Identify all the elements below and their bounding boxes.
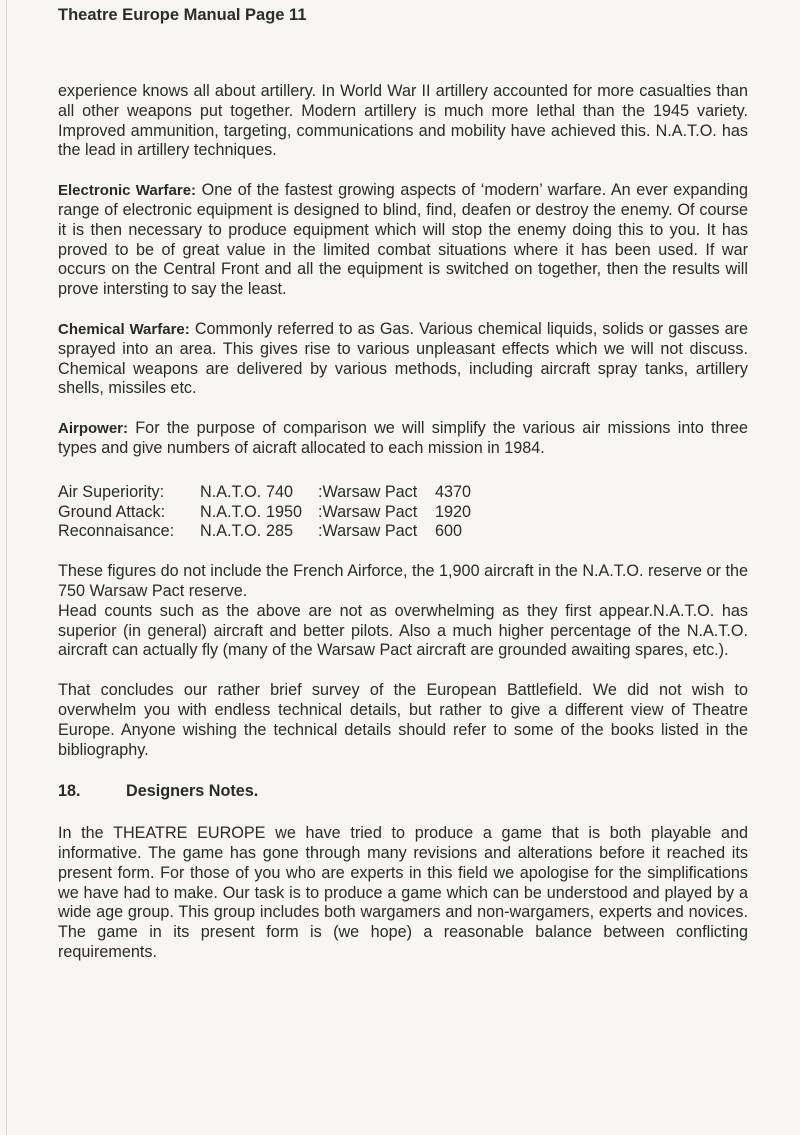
nato-count-cell: 285 xyxy=(266,522,294,541)
conclusion-paragraph: That concludes our rather brief survey of the European Battlefield. We did not wish to overwhelm you with endless technical details, but rather to give a different view of Theatre Europe. Anyone wishing the technical details should refer to some of the books listed in the bibliography. xyxy=(58,681,748,759)
chemical-warfare-label: Chemical Warfare: xyxy=(58,320,190,338)
wp-count-cell: 600 xyxy=(435,522,463,541)
table-row xyxy=(58,483,471,503)
designers-notes-paragraph: In the THEATRE EUROPE we have tried to produce a game that is both playable and informative. The game has gone through many revisions and alterations before it reached its present form. For those of you who are experts in this field we apologise for the simplifications we have had to make. Our task is to produce a game which can be understood and played by a wide age group. This group includes both wargamers and non-wargamers, experts and novices. The game in its present form is (we hope) a reasonable balance between conflicting requirements. xyxy=(58,824,748,961)
page-body xyxy=(58,82,748,963)
mission-cell: Ground Attack: xyxy=(58,502,166,521)
head-counts-paragraph: Head counts such as the above are not as overwhelming as they first appear.N.A.T.O. has superior (in general) aircraft and better pilots. Also a much higher percentage of the N.A.T.O. aircraft can actually fly (many of the Warsaw Pact aircraft are grounded awaiting spares, etc.). xyxy=(58,601,748,660)
wp-label-cell: :Warsaw Pact xyxy=(318,482,418,501)
chemical-warfare-paragraph xyxy=(58,320,748,399)
mission-cell: Air Superiority: xyxy=(58,482,165,501)
wp-label-cell: :Warsaw Pact xyxy=(318,522,418,541)
chemical-warfare-text: Commonly referred to as Gas. Various chemical liquids, solids or gasses are sprayed into an area. This gives rise to various unpleasant effects which we will not discuss. Chemical weapons are delivered by various methods, including aircraft spray tanks, artillery shells, missiles etc. xyxy=(58,319,749,398)
nato-count-cell: 1950 xyxy=(266,502,303,521)
nato-label-cell: N.A.T.O. xyxy=(200,502,262,521)
nato-label-cell: N.A.T.O. xyxy=(200,522,262,541)
airpower-paragraph xyxy=(58,419,748,459)
artillery-paragraph: experience knows all about artillery. In World War II artillery accounted for more casualties than all other weapons put together. Modern artillery is much more lethal than the 1945 variety. Improved ammunition, targeting, communications and mobility have achieved this. N.A.T.O. has the lead in artillery techniques. xyxy=(58,82,748,160)
nato-label-cell: N.A.T.O. xyxy=(200,482,262,501)
electronic-warfare-label: Electronic Warfare: xyxy=(58,182,197,200)
airpower-text: For the purpose of comparison we will simplify the various air missions into three types and give numbers of aicraft allocated to each mission in 1984. xyxy=(58,419,748,457)
wp-count-cell: 1920 xyxy=(435,502,472,521)
section-heading xyxy=(58,782,748,802)
table-row xyxy=(58,522,471,542)
figures-paragraph: These figures do not include the French Airforce, the 1,900 aircraft in the N.A.T.O. reserve or the 750 Warsaw Pact reserve. xyxy=(58,562,748,600)
aircraft-table xyxy=(58,483,471,542)
table-row xyxy=(58,503,471,523)
section-number: 18. xyxy=(58,782,81,801)
nato-count-cell: 740 xyxy=(266,482,294,501)
wp-count-cell: 4370 xyxy=(435,482,472,501)
page-header: Theatre Europe Manual Page 11 xyxy=(58,6,307,24)
airpower-label: Airpower: xyxy=(58,420,129,438)
mission-cell: Reconnaisance: xyxy=(58,522,175,541)
page-edge-line xyxy=(6,0,7,1135)
electronic-warfare-text: One of the fastest growing aspects of ‘modern’ warfare. An ever expanding range of electronic equipment is designed to blind, find, deafen or destroy the enemy. Of course it is then necessary to produce equipment which will stop the enemy doing this to you. It has proved to be of great value in the limited combat situations where it has been used. If war occurs on the Central Front and all the equipment is switched on together, then the results will prove intersting to say the least. xyxy=(58,181,748,299)
electronic-warfare-paragraph xyxy=(58,181,748,300)
wp-label-cell: :Warsaw Pact xyxy=(318,502,418,521)
section-title: Designers Notes. xyxy=(126,782,259,801)
